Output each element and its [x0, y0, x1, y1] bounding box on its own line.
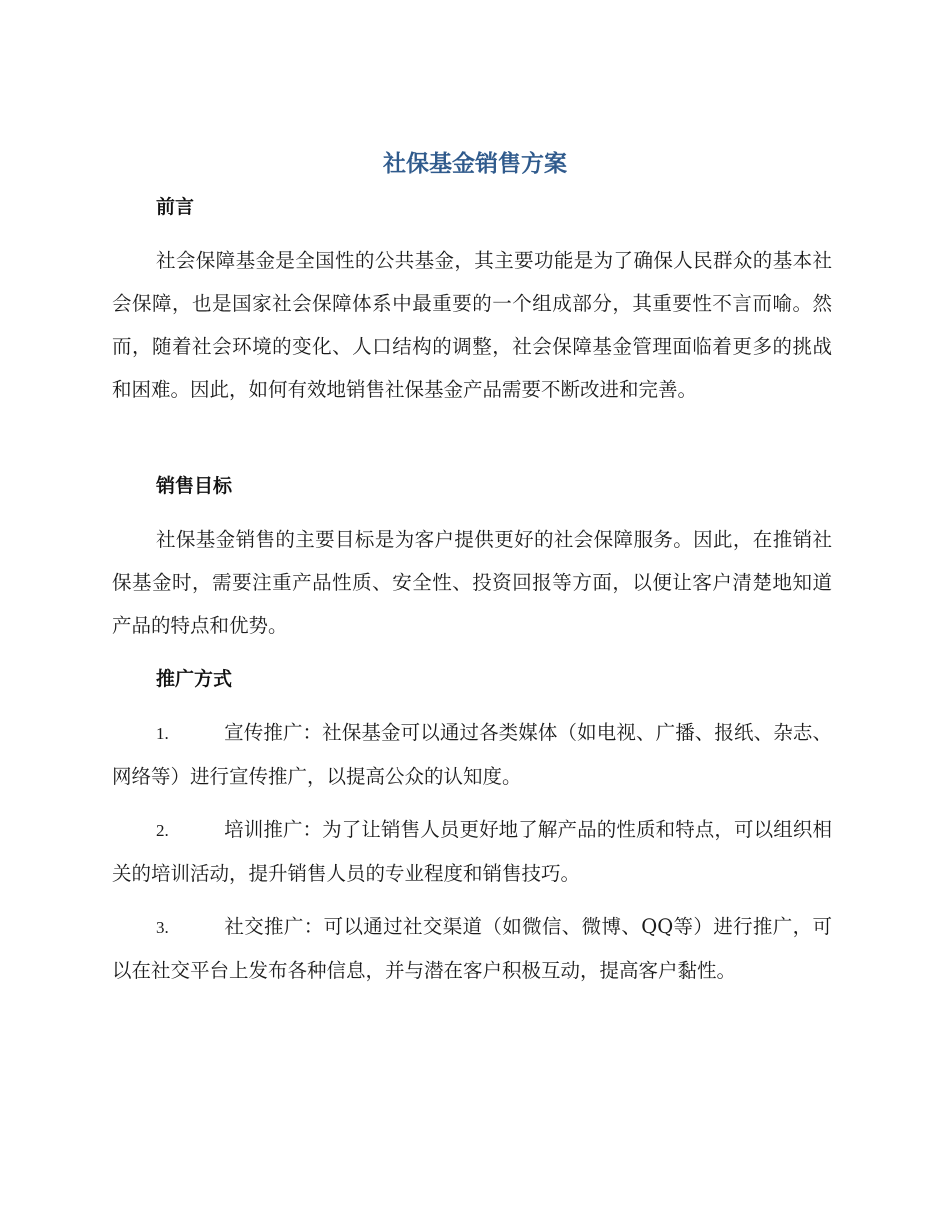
- list-item-text: 社交推广：可以通过社交渠道（如微信、微博、QQ等）进行推广，可以在社交平台上发布各种信息，并与潜在客户积极互动，提高客户黏性。: [112, 915, 832, 982]
- list-item-number: 1.: [156, 724, 169, 743]
- list-item: [112, 808, 832, 895]
- list-item-number: 2.: [156, 821, 169, 840]
- section-paragraph-sales-goal: 社保基金销售的主要目标是为客户提供更好的社会保障服务。因此，在推销社保基金时，需要注重产品性质、安全性、投资回报等方面，以便让客户清楚地知道产品的特点和优势。: [112, 528, 832, 637]
- list-item: [112, 711, 832, 798]
- section-heading-promotion: 推广方式: [156, 668, 233, 690]
- section-heading-sales-goal: 销售目标: [156, 475, 233, 497]
- list-item-number: 3.: [156, 918, 169, 937]
- list-item-text: 培训推广：为了让销售人员更好地了解产品的性质和特点，可以组织相关的培训活动，提升销售人员的专业程度和销售技巧。: [112, 818, 832, 885]
- section-heading-preface: 前言: [156, 196, 195, 218]
- list-item: [112, 905, 832, 992]
- document-title: 社保基金销售方案: [383, 151, 567, 177]
- list-item-text: 宣传推广：社保基金可以通过各类媒体（如电视、广播、报纸、杂志、网络等）进行宣传推广，以提高公众的认知度。: [112, 721, 832, 788]
- section-paragraph-preface: 社会保障基金是全国性的公共基金，其主要功能是为了确保人民群众的基本社会保障，也是国家社会保障体系中最重要的一个组成部分，其重要性不言而喻。然而，随着社会环境的变化、人口结构的调整，社会保障基金管理面临着更多的挑战和困难。因此，如何有效地销售社保基金产品需要不断改进和完善。: [112, 249, 832, 401]
